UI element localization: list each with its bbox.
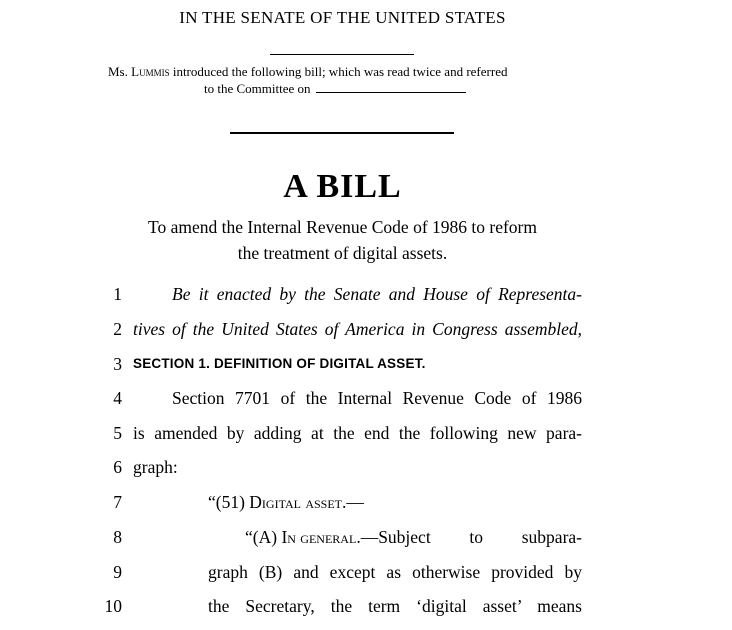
bill-title: A BILL [283,168,402,205]
enacting-clause-part2: tives of the United States of America in Congress assembled, [133,319,582,339]
line-number: 2 [113,319,122,339]
bill-line [0,319,732,353]
bill-line [0,457,732,491]
line-number: 4 [113,388,122,408]
subparagraph-title: In general [281,527,357,547]
subparagraph-heading [245,527,582,548]
introduction-text-line1: introduced the following bill; which was read twice and referred [169,64,508,79]
bill-line [0,423,732,457]
section-heading: SECTION 1. DEFINITION OF DIGITAL ASSET. [133,356,426,371]
sponsor-prefix: Ms. [108,64,132,79]
introduction-line2 [108,80,578,97]
line-number: 9 [113,562,122,582]
line-number: 3 [113,354,122,374]
subparagraph-text: graph (B) and except as otherwise provided by [208,562,582,582]
section-text: is amended by adding at the end the following new para- [133,423,582,443]
chamber-heading: IN THE SENATE OF THE UNITED STATES [179,8,506,27]
introduction-text-line2: to the Committee on [204,81,314,96]
sponsor-name: Lummis [131,64,170,79]
line-number: 10 [104,596,122,616]
section-text: Section 7701 of the Internal Revenue Code of 1986 [172,388,582,408]
subparagraph-text: the Secretary, the term ‘digital asset’ means [208,596,582,616]
line-number: 6 [113,457,122,477]
bill-line [0,492,732,526]
bill-purpose [0,214,685,266]
subparagraph-rest: .—Subject to subpara- [356,527,582,547]
enacting-clause-part1: Be it enacted by the Senate and House of Representa- [172,284,582,304]
title-divider [230,132,454,134]
line-number: 5 [113,423,122,443]
section-text: graph: [133,457,178,477]
purpose-line1: To amend the Internal Revenue Code of 1986 to reform [148,217,537,237]
paragraph-heading: “(51) Digital asset.— [208,492,364,512]
bill-line [0,388,732,422]
header-divider [270,54,414,55]
line-number: 7 [113,492,122,512]
line-number: 1 [113,284,122,304]
bill-line [0,527,732,561]
bill-line [0,354,732,388]
bill-line [0,596,732,630]
bill-line [0,562,732,596]
bill-line [0,284,732,318]
committee-blank [316,82,466,93]
purpose-line2: the treatment of digital assets. [237,243,448,263]
subparagraph-prefix: “(A) [245,527,282,547]
introduction-statement [108,63,578,97]
line-number: 8 [113,527,122,547]
